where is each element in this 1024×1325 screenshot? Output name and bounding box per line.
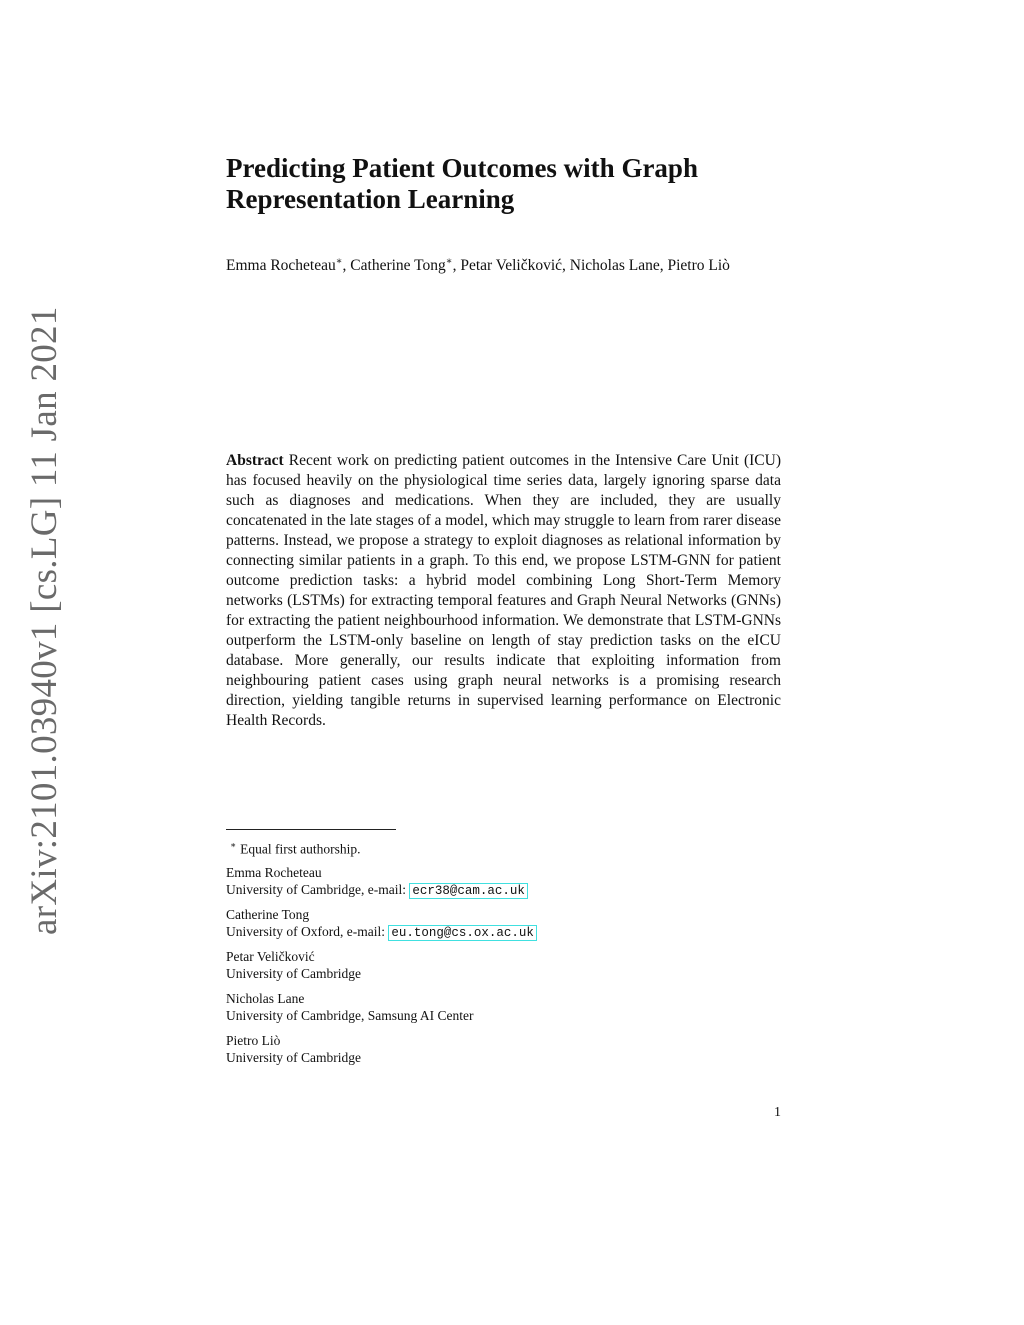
paper-title [226,153,786,215]
footnote-text: Equal first authorship. [240,841,361,857]
affiliation-name: Nicholas Lane [226,991,305,1006]
affiliation-institution: University of Cambridge, Samsung AI Center [226,1008,474,1023]
author-tong: Catherine Tong [350,257,446,275]
affiliation-name: Pietro Liò [226,1033,281,1048]
title-line-1: Predicting Patient Outcomes with Graph [226,153,698,183]
author-others: Petar Veličković, Nicholas Lane, Pietro Liò [460,257,730,275]
footnote-equal-authorship [230,837,360,858]
affiliation-velickovic [226,948,361,982]
abstract-text: Recent work on predicting patient outcomes in the Intensive Care Unit (ICU) has focused heavily on the physiological time series data, largely ignoring sparse data such as diagnoses and medications. When they are included, they are usually concatenated in the late stages of a model, which may struggle to learn from rarer disease patterns. Instead, we propose a strategy to exploit diagnoses as relational information by connecting similar patients in a graph. To this end, we propose LSTM-GNN for patient outcome prediction tasks: a hybrid model combining Long Short-Term Memory networks (LSTMs) for extracting temporal features and Graph Neural Networks (GNNs) for extracting the patient neighbourhood information. We demonstrate that LSTM-GNNs outperform the LSTM-only baseline on length of stay prediction tasks on the eICU database. More generally, our results indicate that exploiting information from neighbouring patient cases using graph neural networks is a promising research direction, yielding tangible returns in supervised learning performance on Electronic Health Records. [226,452,782,729]
equal-contrib-mark: ∗ [335,256,343,267]
affiliation-institution: University of Oxford, e-mail: eu.tong@cs.ox.ac.uk [226,923,537,942]
affiliation-tong [226,906,537,942]
title-line-2: Representation Learning [226,184,515,214]
affiliation-institution: University of Cambridge, e-mail: ecr38@cam.ac.uk [226,881,528,900]
abstract [226,451,781,731]
abstract-label: Abstract [226,452,284,469]
author-rocheteau: Emma Rocheteau [226,257,336,275]
footnote-divider [226,829,396,830]
affiliation-name: Petar Veličković [226,949,315,964]
affiliation-institution: University of Cambridge [226,1050,361,1065]
equal-contrib-mark: ∗ [445,256,453,267]
affiliation-lio [226,1032,361,1066]
email-link[interactable]: eu.tong@cs.ox.ac.uk [388,925,537,941]
affiliation-lane [226,990,473,1024]
email-link[interactable]: ecr38@cam.ac.uk [409,883,528,899]
affiliation-institution: University of Cambridge [226,966,361,981]
arxiv-identifier: arXiv:2101.03940v1 [cs.LG] 11 Jan 2021 [24,306,65,935]
affiliation-name: Emma Rocheteau [226,865,322,880]
affiliation-name: Catherine Tong [226,907,310,922]
author-list: Emma Rocheteau∗, Catherine Tong∗, Petar Veličković, Nicholas Lane, Pietro Liò [226,256,730,275]
footnote-mark: ∗ [230,840,237,850]
page-number: 1 [774,1105,781,1120]
affiliation-rocheteau [226,864,528,900]
